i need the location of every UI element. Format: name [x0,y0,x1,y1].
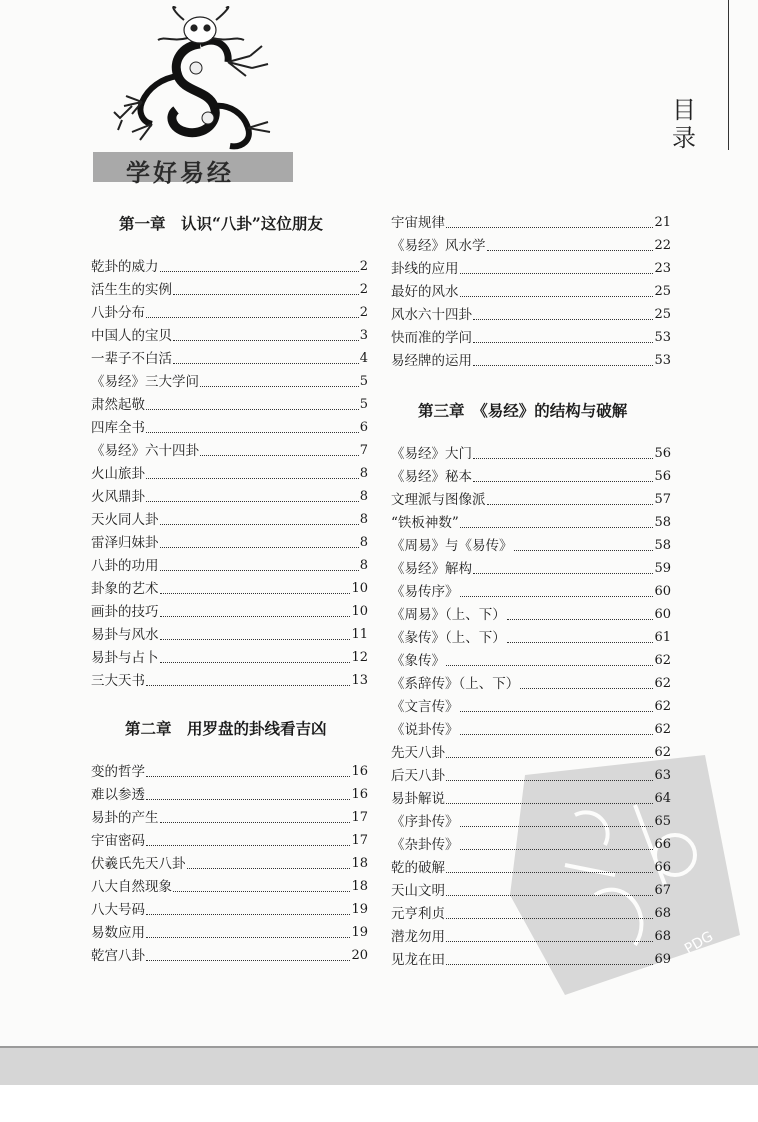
toc-entry[interactable] [391,676,671,692]
entry-title: 八卦分布 [91,305,145,321]
dot-leader [160,662,351,663]
dot-leader [507,642,654,643]
entry-page: 8 [359,558,368,573]
toc-entry[interactable] [91,581,368,597]
entry-title: 宇宙规律 [391,215,445,231]
entry-page: 25 [654,284,671,299]
dot-leader [460,527,654,528]
dot-leader [460,273,654,274]
toc-entry[interactable] [391,330,671,346]
toc-entry[interactable] [91,512,368,528]
dot-leader [173,891,350,892]
dot-leader [446,872,653,873]
toc-entry[interactable] [91,305,368,321]
toc-entry[interactable] [391,653,671,669]
toc-entry[interactable] [91,856,368,872]
dot-leader [160,570,359,571]
entry-page: 19 [351,902,368,917]
dot-leader [446,803,653,804]
entry-page: 63 [654,768,671,783]
toc-entry[interactable] [391,722,671,738]
entry-title: 最好的风水 [391,284,459,300]
entry-title: 《周易》（上、下） [391,607,506,623]
dot-leader [173,294,359,295]
toc-entry[interactable] [91,558,368,574]
toc-heading: 目录 [672,96,696,152]
entry-page: 53 [654,353,671,368]
toc-entry[interactable] [391,584,671,600]
dot-leader [146,501,359,502]
entry-title: 《彖传》（上、下） [391,630,506,646]
entry-page: 62 [654,676,671,691]
dot-leader [146,845,350,846]
toc-entry[interactable] [91,902,368,918]
watermark-text: PDG [682,928,717,958]
toc-entry[interactable] [391,791,671,807]
entry-page: 16 [351,787,368,802]
toc-entry[interactable] [391,515,671,531]
entry-page: 18 [351,879,368,894]
entry-title: 中国人的宝贝 [91,328,172,344]
entry-title: 一辈子不白活 [91,351,172,367]
entry-page: 4 [359,351,368,366]
book-title: 学好易经 [126,159,234,187]
entry-page: 17 [351,833,368,848]
dot-leader [473,573,653,574]
dot-leader [160,271,359,272]
dot-leader [146,432,359,433]
entry-title: 风水六十四卦 [391,307,472,323]
entry-title: 宇宙密码 [91,833,145,849]
entry-page: 5 [359,374,368,389]
entry-page: 13 [351,673,368,688]
entry-title: 三大天书 [91,673,145,689]
dot-leader [460,711,654,712]
toc-entry[interactable] [91,879,368,895]
toc-entry[interactable] [391,883,671,899]
entry-page: 66 [654,860,671,875]
entry-page: 68 [654,906,671,921]
toc-entry[interactable] [391,353,671,369]
entry-title: 《易经》风水学 [391,238,486,254]
toc-entry[interactable] [91,420,368,436]
toc-entry[interactable] [391,768,671,784]
dot-leader [487,504,654,505]
toc-entry[interactable] [391,238,671,254]
toc-entry[interactable] [391,699,671,715]
entry-page: 64 [654,791,671,806]
entry-page: 12 [351,650,368,665]
entry-page: 56 [654,446,671,461]
entry-page: 8 [359,489,368,504]
entry-title: 易卦与占卜 [91,650,159,666]
toc-entry[interactable] [391,860,671,876]
entry-page: 68 [654,929,671,944]
dot-leader [446,227,653,228]
entry-title: 天火同人卦 [91,512,159,528]
entry-title: 潜龙勿用 [391,929,445,945]
entry-page: 60 [654,584,671,599]
dot-leader [460,596,654,597]
entry-page: 25 [654,307,671,322]
entry-title: 活生生的实例 [91,282,172,298]
entry-page: 19 [351,925,368,940]
entry-page: 7 [359,443,368,458]
dot-leader [146,409,359,410]
dot-leader [200,455,359,456]
toc-entry[interactable] [391,469,671,485]
dot-leader [487,250,654,251]
entry-page: 11 [351,627,368,642]
entry-title: 《易传序》 [391,584,459,600]
entry-title: 易数应用 [91,925,145,941]
dot-leader [446,964,653,965]
entry-title: 快而准的学问 [391,330,472,346]
entry-title: 八大号码 [91,902,145,918]
entry-title: 《序卦传》 [391,814,459,830]
entry-title: 《周易》与《易传》 [391,538,513,554]
toc-entry[interactable] [91,787,368,803]
entry-page: 16 [351,764,368,779]
entry-title: 四库全书 [91,420,145,436]
entry-page: 3 [359,328,368,343]
entry-title: 《系辞传》（上、下） [391,676,520,692]
dot-leader [146,914,350,915]
toc-entry[interactable] [91,810,368,826]
entry-page: 69 [654,952,671,967]
dot-leader [520,688,653,689]
dot-leader [473,319,653,320]
entry-page: 8 [359,512,368,527]
toc-entry[interactable] [391,261,671,277]
dot-leader [160,547,359,548]
toc-entry[interactable] [391,929,671,945]
toc-entry[interactable] [91,764,368,780]
entry-page: 65 [654,814,671,829]
toc-entry[interactable] [391,492,671,508]
toc-entry[interactable] [91,282,368,298]
toc-entry[interactable] [91,328,368,344]
entry-page: 8 [359,466,368,481]
dot-leader [187,868,351,869]
toc-entry[interactable] [391,630,671,646]
toc-entry[interactable] [391,538,671,554]
dot-leader [460,826,654,827]
toc-entry[interactable] [391,906,671,922]
entry-page: 62 [654,722,671,737]
dot-leader [146,799,350,800]
toc-entry[interactable] [91,489,368,505]
entry-title: 元亨利贞 [391,906,445,922]
toc-entry[interactable] [91,948,368,964]
chapter-heading: 第二章 用罗盘的卦线看吉凶 [125,719,327,738]
dot-leader [446,665,653,666]
toc-entry[interactable] [91,535,368,551]
entry-title: 《易经》三大学问 [91,374,199,390]
dot-leader [160,639,351,640]
entry-page: 23 [654,261,671,276]
entry-page: 10 [351,604,368,619]
entry-title: 易卦与风水 [91,627,159,643]
dot-leader [146,478,359,479]
entry-title: 乾卦的威力 [91,259,159,275]
dot-leader [446,941,653,942]
entry-page: 20 [351,948,368,963]
entry-page: 66 [654,837,671,852]
entry-title: 《说卦传》 [391,722,459,738]
entry-title: 天山文明 [391,883,445,899]
dot-leader [446,918,653,919]
entry-page: 18 [351,856,368,871]
toc-entry[interactable] [91,925,368,941]
entry-title: 见龙在田 [391,952,445,968]
entry-title: 伏羲氏先天八卦 [91,856,186,872]
dot-leader [200,386,359,387]
entry-title: 易卦的产生 [91,810,159,826]
dot-leader [173,340,359,341]
entry-page: 56 [654,469,671,484]
toc-entry[interactable] [391,561,671,577]
entry-page: 2 [359,305,368,320]
entry-title: 文理派与图像派 [391,492,486,508]
dot-leader [160,524,359,525]
entry-title: 火山旅卦 [91,466,145,482]
entry-page: 6 [359,420,368,435]
dot-leader [514,550,654,551]
entry-title: 乾的破解 [391,860,445,876]
entry-page: 62 [654,699,671,714]
dot-leader [446,757,653,758]
toc-entry[interactable] [91,259,368,275]
toc-entry[interactable] [91,466,368,482]
toc-entry[interactable] [91,443,368,459]
entry-title: 易卦解说 [391,791,445,807]
dot-leader [473,365,653,366]
entry-title: 雷泽归妹卦 [91,535,159,551]
entry-title: “铁板神数” [391,515,459,531]
dot-leader [146,317,359,318]
toc-entry[interactable] [391,307,671,323]
entry-title: 变的哲学 [91,764,145,780]
entry-page: 58 [654,515,671,530]
entry-title: 《易经》大门 [391,446,472,462]
bottom-scan-band [0,1048,758,1088]
dot-leader [146,685,350,686]
toc-entry[interactable] [91,673,368,689]
toc-entry[interactable] [391,607,671,623]
entry-page: 57 [654,492,671,507]
chapter-heading: 第三章 《易经》的结构与破解 [418,401,628,420]
dot-leader [173,363,359,364]
dot-leader [473,342,653,343]
toc-entry[interactable] [91,397,368,413]
entry-page: 5 [359,397,368,412]
entry-title: 难以参透 [91,787,145,803]
toc-entry[interactable] [91,604,368,620]
toc-entry[interactable] [91,833,368,849]
dot-leader [507,619,654,620]
entry-title: 肃然起敬 [91,397,145,413]
entry-title: 卦象的艺术 [91,581,159,597]
dot-leader [146,960,350,961]
dragon-illustration [112,6,282,154]
toc-entry[interactable] [391,837,671,853]
entry-page: 10 [351,581,368,596]
dot-leader [146,937,350,938]
entry-title: 八卦的功用 [91,558,159,574]
entry-title: 《易经》解构 [391,561,472,577]
entry-title: 卦线的应用 [391,261,459,277]
entry-page: 2 [359,282,368,297]
entry-title: 《杂卦传》 [391,837,459,853]
bottom-margin [0,1085,758,1122]
entry-page: 59 [654,561,671,576]
entry-page: 8 [359,535,368,550]
entry-page: 2 [359,259,368,274]
dot-leader [446,780,653,781]
toc-entry[interactable] [91,650,368,666]
entry-page: 60 [654,607,671,622]
dot-leader [473,458,653,459]
dot-leader [446,895,653,896]
toc-entry[interactable] [91,351,368,367]
dot-leader [460,734,654,735]
entry-title: 八大自然现象 [91,879,172,895]
entry-title: 《象传》 [391,653,445,669]
toc-entry[interactable] [91,627,368,643]
entry-title: 《易经》六十四卦 [91,443,199,459]
dot-leader [473,481,653,482]
entry-page: 22 [654,238,671,253]
toc-entry[interactable] [91,374,368,390]
entry-title: 乾宫八卦 [91,948,145,964]
entry-page: 61 [654,630,671,645]
entry-title: 火风鼎卦 [91,489,145,505]
margin-rule [728,0,729,150]
entry-page: 67 [654,883,671,898]
entry-page: 21 [654,215,671,230]
entry-page: 17 [351,810,368,825]
dot-leader [160,616,351,617]
entry-page: 58 [654,538,671,553]
dot-leader [160,822,351,823]
entry-title: 《文言传》 [391,699,459,715]
toc-entry[interactable] [391,284,671,300]
entry-title: 易经牌的运用 [391,353,472,369]
entry-title: 先天八卦 [391,745,445,761]
entry-page: 62 [654,653,671,668]
dot-leader [460,296,654,297]
entry-title: 画卦的技巧 [91,604,159,620]
toc-entry[interactable] [391,215,671,231]
toc-entry[interactable] [391,446,671,462]
dot-leader [160,593,351,594]
toc-entry[interactable] [391,814,671,830]
toc-entry[interactable] [391,745,671,761]
entry-title: 《易经》秘本 [391,469,472,485]
dot-leader [146,776,350,777]
chapter-heading: 第一章 认识“八卦”这位朋友 [119,214,323,233]
entry-page: 62 [654,745,671,760]
entry-title: 后天八卦 [391,768,445,784]
entry-page: 53 [654,330,671,345]
dot-leader [460,849,654,850]
toc-entry[interactable] [391,952,671,968]
